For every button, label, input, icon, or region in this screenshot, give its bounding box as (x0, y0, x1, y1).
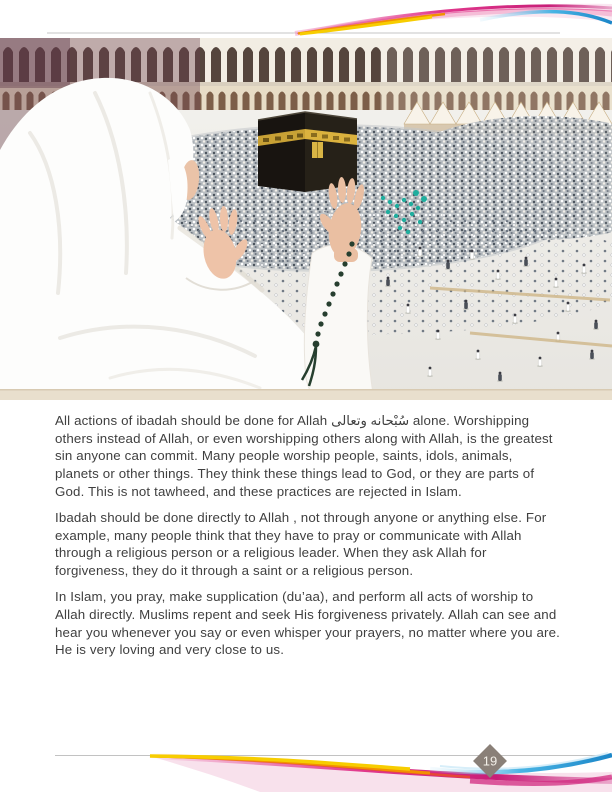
photo-kaaba-prayer (0, 38, 612, 400)
bottom-ribbon-decoration (0, 725, 612, 792)
body-paragraph-3: In Islam, you pray, make supplication (du’aa), and perform all acts of worship to Allah directly. Muslims repent and seek His forgiveness privately. Allah can see and hear you whenever you say or even whisper your prayers, no matter where you are. He is very loving and very close to us. (55, 589, 560, 658)
raised-arm-sleeve (304, 245, 374, 400)
top-ribbon-decoration (0, 0, 612, 38)
body-paragraph-1: All actions of ibadah should be done for Allah سُبْحانه وتعالى alone. Worshipping others instead of Allah, or even worshipping others along with Allah, is the greatest sin anyone can commit. Many people worship people, saints, idols, animals, planets or other things. They think these things lead to God, or they are parts of God. This is not tawheed, and these practices are rejected in Islam. (55, 413, 553, 499)
page-number: 19 (482, 753, 498, 769)
body-text (55, 412, 560, 668)
foreground-ledge (0, 389, 612, 400)
body-paragraph-2: Ibadah should be done directly to Allah , not through anyone or anything else. For example, many people think that they have to pray or communicate with Allah through a religious person or a religious leader. When they ask Allah for forgiveness, they do it through a saint or a religious person. (55, 510, 547, 579)
